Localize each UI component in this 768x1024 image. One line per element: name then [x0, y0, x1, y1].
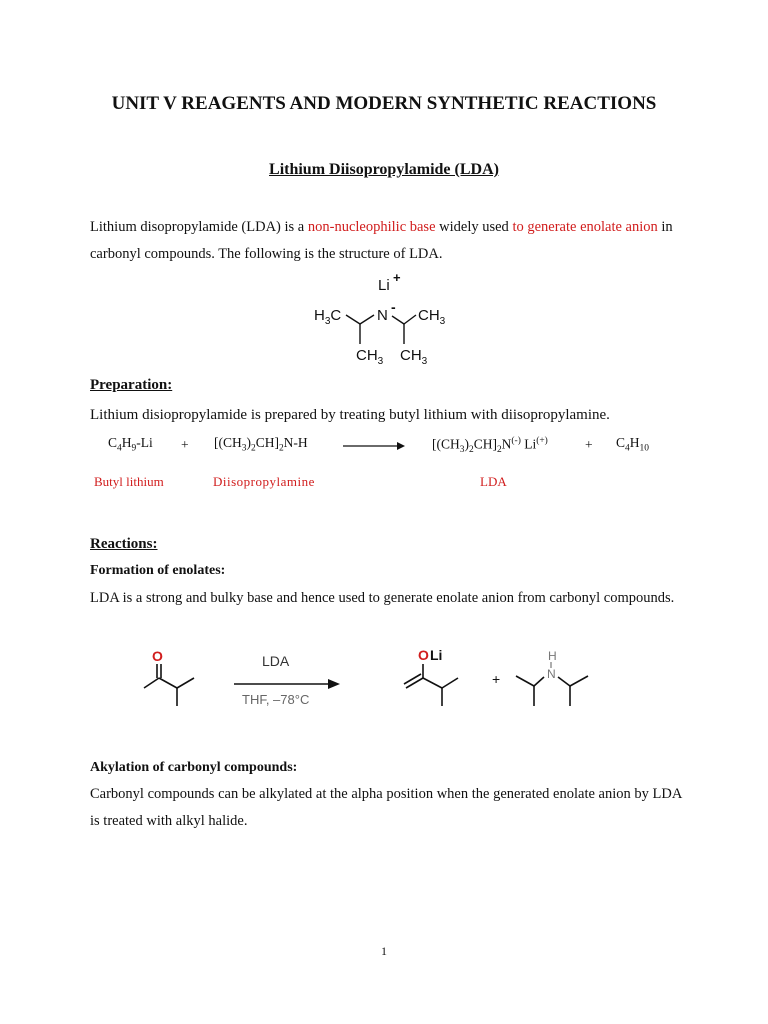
n-charge: -	[391, 299, 396, 315]
intro-text-5: in carbonyl compounds. The following is the structure of LDA.	[90, 219, 673, 262]
intro-text-1: Lithium disopropylamide (LDA) is a	[90, 219, 308, 235]
intro-highlight-enolate: to generate enolate anion	[512, 219, 658, 235]
product-lda: $[(CH_3)_2CH]_2N^{(-)}$ Li(+)	[432, 436, 548, 456]
ch3-right-label: $CH_3$	[418, 307, 446, 327]
reactant-diisopropylamine: $[(CH_3)_2CH]_2N-H$	[214, 435, 308, 454]
preparation-heading: Preparation:	[90, 377, 173, 393]
plus-sign-2: +	[585, 437, 593, 452]
reagent-label: LDA	[262, 653, 290, 669]
intro-highlight-base: non-nucleophilic base	[307, 219, 436, 235]
plus-sign-1: +	[181, 437, 189, 452]
intro-text-3: widely used	[435, 219, 513, 235]
ch3-a-label: $CH_3$	[356, 347, 384, 367]
ketone-bonds	[144, 664, 194, 706]
preparation-text: Lithium disiopropylamide is prepared by treating butyl lithium with diisopropylamine.	[90, 407, 610, 423]
page-title: UNIT V REAGENTS AND MODERN SYNTHETIC REACTIONS	[111, 93, 657, 114]
enolate-scheme	[138, 640, 608, 730]
amine-n: N	[547, 667, 556, 681]
enolates-heading: Formation of enolates:	[90, 563, 226, 578]
plus-sign-scheme: +	[492, 671, 501, 687]
alkylation-heading: Akylation of carbonyl compounds:	[90, 760, 298, 775]
product-butane: $C_4H_{10}$	[616, 435, 649, 454]
enolate-bonds	[404, 664, 458, 706]
li-label: Li	[378, 277, 390, 294]
page-number: 1	[381, 944, 387, 958]
amine-h: H	[548, 649, 557, 663]
h3c-label: $H_3C$	[314, 307, 342, 327]
label-lda: LDA	[480, 474, 507, 489]
reactions-heading: Reactions:	[90, 536, 158, 552]
enolate-oli: O	[418, 647, 429, 663]
intro-paragraph	[90, 214, 690, 268]
reaction-arrow-enolate	[234, 679, 340, 689]
section-title: Lithium Diisopropylamide (LDA)	[269, 161, 499, 178]
li-charge: +	[393, 270, 401, 285]
label-diisopropylamine: Diisopropylamine	[213, 474, 315, 489]
enolates-text: LDA is a strong and bulky base and hence used to generate enolate anion from carbonyl compounds.	[90, 590, 675, 606]
enolate-li: Li	[430, 647, 443, 663]
reactant-butyl-lithium: $C_4H_9-Li$	[108, 435, 153, 454]
n-label: N	[377, 307, 388, 324]
reaction-arrow-prep	[343, 440, 405, 452]
alkylation-text: Carbonyl compounds can be alkylated at the alpha position when the generated enolate anion by LDA is treated with alkyl halide.	[90, 786, 682, 829]
ch3-b-label: $CH_3$	[400, 347, 428, 367]
ketone-oxygen: O	[152, 648, 163, 664]
conditions-label: THF, –78°C	[242, 692, 310, 707]
label-butyl-lithium: Butyl lithium	[94, 474, 164, 489]
lda-structure	[310, 268, 470, 368]
